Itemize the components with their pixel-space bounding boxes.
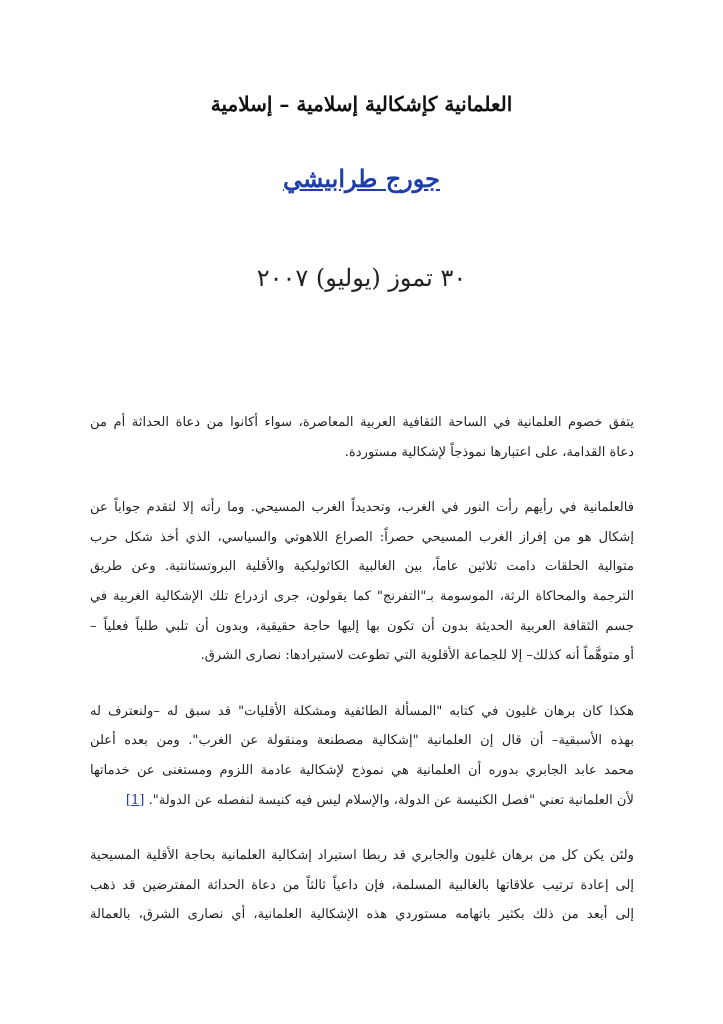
text-line-content: لأن العلمانية تعني "فصل الكنيسة عن الدولة، والإسلام ليس فيه كنيسة لنفصله عن الدولة". — [148, 792, 634, 808]
text-line: هكذا كان برهان غليون في كتابه "المسألة الطائفية ومشكلة الأقليات" قد سبق له –ولنعترف له — [90, 703, 634, 719]
text-line: محمد عابد الجابري بدوره أن العلمانية هي نموذج لإشكالية عادمة اللزوم ومستغنى عن خدماتها — [90, 762, 634, 778]
text-line: الترجمة والمحاكاة الرثة، الموسومة بـ"التفرنج" كما يقولون، جرى ازدراع تلك الإشكالية الغربية في — [90, 588, 634, 604]
text-line: فالعلمانية في رأيهم رأت النور في الغرب، وتحديداً الغرب المسيحي. وما رأته إلا لتقدم جواباً عن — [90, 500, 634, 516]
author-name-link[interactable]: جورج طرابيشي — [282, 164, 441, 193]
text-line: متوالية الحلقات دامت ثلاثين عاماً، بين الغالبية الكاثوليكية والأقلية البروتستانتية. وعن طريق — [90, 559, 634, 575]
text-line: دعاة القدامة، على اعتبارها نموذجاً لإشكالية مستوردة. — [344, 444, 634, 460]
text-line: جسم الثقافة العربية الحديثة بدون أن تكون بها إليها حاجة حقيقية، وبدون أن تلبي طلباً فعلياً – — [90, 618, 634, 634]
author-byline — [0, 164, 723, 193]
text-line: أو متوهَّماً أنه كذلك– إلا للجماعة الأقلوية التي تطوعت لاستيرادها: نصارى الشرق. — [200, 648, 634, 664]
text-line: ولئن يكن كل من برهان غليون والجابري قد ربطا استيراد إشكالية العلمانية بحاجة الأقلية المسيحية — [90, 848, 634, 864]
publication-date: ٣٠ تموز (يوليو) ٢٠٠٧ — [256, 264, 467, 292]
text-line — [90, 786, 634, 816]
text-line: إلى إعادة ترتيب علاقاتها بالغالبية المسلمة، فإن داعياً ثالثاً من دعاة الحداثة المفترضين قد ذهب — [90, 877, 634, 893]
text-line: بهذه الأسبقية– أن قال إن العلمانية "إشكالية مصطنعة ومنقولة عن الغرب". ومن بعده أعلن — [90, 733, 634, 749]
paragraph-3 — [90, 697, 634, 815]
text-line: إلى أبعد من ذلك بكثير باتهامه مستوردي هذه الإشكالية العلمانية، أي نصارى الشرق، بالعمالة — [90, 907, 634, 923]
article-body — [90, 408, 634, 956]
text-line: إشكال هو من إفراز الغرب المسيحي حصراً: الصراع اللاهوتي والسياسي، الذي أخذ شكل حرب — [90, 529, 634, 545]
paragraph-1 — [90, 408, 634, 467]
text-line: يتفق خصوم العلمانية في الساحة الثقافية العربية المعاصرة، سواء أكانوا من دعاة الحداثة أم من — [90, 415, 634, 430]
paragraph-2 — [90, 493, 634, 671]
paragraph-4 — [90, 841, 634, 930]
footnote-link[interactable]: [1] — [125, 792, 145, 808]
article-title: العلمانية كإشكالية إسلامية – إسلامية — [210, 92, 513, 116]
